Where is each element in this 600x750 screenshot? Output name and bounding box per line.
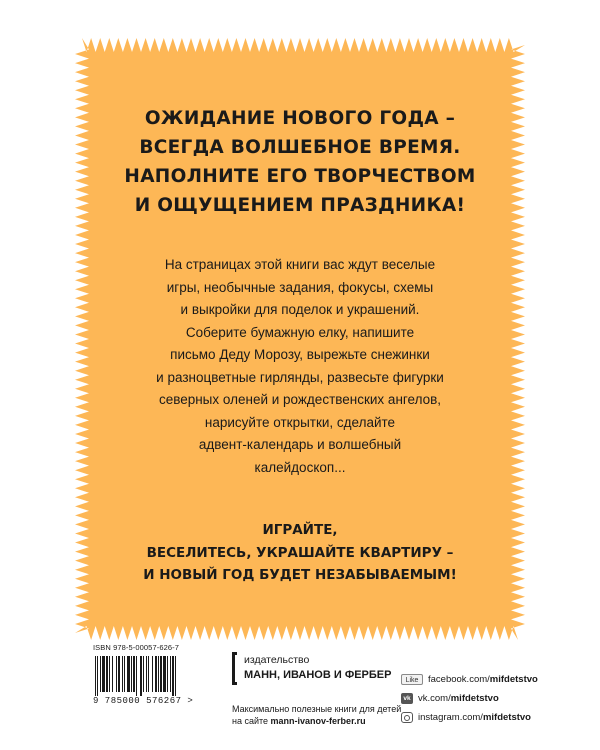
social-link-text[interactable] [418, 711, 531, 724]
barcode-bar [95, 656, 96, 696]
description-line: северных оленей и рождественских ангелов, [158, 392, 442, 407]
social-instagram[interactable] [401, 711, 591, 730]
barcode-bar [172, 656, 174, 696]
barcode-bar [167, 656, 168, 692]
barcode-bar [124, 656, 125, 692]
tagline-line [232, 715, 401, 727]
headline-line: НАПОЛНИТЕ ЕГО ТВОРЧЕСТВОМ [124, 166, 476, 187]
description-line: нарисуйте открытки, сделайте [204, 414, 396, 430]
description-line: письмо Деду Морозу, вырежьте снежинки [170, 347, 430, 362]
barcode-bar [160, 656, 162, 692]
facebook-like-icon: Like [401, 674, 423, 685]
barcode-digits: 9 785000 576267 > [93, 696, 194, 706]
social-links [401, 673, 591, 730]
headline-line: И ОЩУЩЕНИЕМ ПРАЗДНИКА! [134, 195, 466, 216]
social-prefix: vk.com/ [418, 693, 451, 704]
barcode-bar [155, 656, 157, 692]
social-facebook[interactable] [401, 673, 591, 692]
social-link-text[interactable] [418, 692, 499, 705]
barcode-bar [175, 656, 176, 696]
description-line: игры, необычные задания, фокусы, схемы [166, 279, 434, 295]
barcode-bar [118, 656, 120, 692]
barcode-bar [170, 656, 171, 692]
social-prefix: facebook.com/ [428, 674, 490, 685]
headline [100, 104, 500, 220]
description-line: и выкройки для поделок и украшений. [180, 302, 420, 317]
barcode-bar [102, 656, 105, 692]
description [130, 254, 470, 479]
publisher-tagline [232, 703, 401, 727]
barcode-bar [127, 656, 130, 692]
closing-line: ИГРАЙТЕ, [262, 522, 338, 538]
barcode-bar [163, 656, 166, 692]
closing-slogan [110, 519, 490, 587]
isbn-label: ISBN 978-5-00057-626-7 [93, 643, 180, 652]
bracket-mark [232, 652, 237, 685]
publisher-name: МАНН, ИВАНОВ И ФЕРБЕР [244, 669, 392, 681]
social-link-text[interactable] [428, 673, 538, 686]
barcode-bar [109, 656, 110, 692]
barcode-bar [112, 656, 113, 692]
barcode-bar [122, 656, 123, 692]
barcode-bar [148, 656, 149, 692]
barcode-bar [158, 656, 159, 692]
description-line: На страницах этой книги вас ждут веселые [164, 257, 436, 272]
social-vk[interactable] [401, 692, 591, 711]
publisher-label: издательство [244, 654, 310, 666]
social-handle: mifdetstvo [450, 693, 499, 704]
headline-line: ВСЕГДА ВОЛШЕБНОЕ ВРЕМЯ. [139, 137, 461, 158]
barcode-bar [140, 656, 142, 696]
social-handle: mifdetstvo [482, 712, 531, 723]
barcode-bar [146, 656, 147, 692]
barcode-bar [100, 656, 101, 692]
barcode-bar [136, 656, 137, 696]
tagline-line: Максимально полезные книги для детей [232, 704, 402, 714]
headline-line: ОЖИДАНИЕ НОВОГО ГОДА – [144, 108, 456, 129]
barcode-bar [116, 656, 117, 692]
barcode [93, 656, 205, 696]
barcode-bar [143, 656, 144, 692]
tagline-prefix: на сайте [232, 716, 271, 726]
description-line: и разноцветные гирлянды, развесьте фигурки [156, 369, 444, 385]
barcode-bar [131, 656, 132, 692]
isbn-block [93, 643, 213, 706]
barcode-bar [97, 656, 98, 696]
barcode-bar [133, 656, 135, 692]
closing-line: ВЕСЕЛИТЕСЬ, УКРАШАЙТЕ КВАРТИРУ – [146, 544, 454, 561]
instagram-icon [401, 712, 413, 723]
description-line: адвент-календарь и волшебный [198, 437, 402, 452]
barcode-bar [106, 656, 108, 692]
description-line: калейдоскоп... [254, 459, 346, 475]
vk-icon: vk [401, 693, 413, 704]
barcode-bar [152, 656, 153, 692]
social-handle: mifdetstvo [489, 674, 538, 685]
closing-line: И НОВЫЙ ГОД БУДЕТ НЕЗАБЫВАЕМЫМ! [143, 567, 457, 583]
social-prefix: instagram.com/ [418, 712, 483, 723]
website-link[interactable]: mann-ivanov-ferber.ru [270, 716, 366, 726]
description-line: Соберите бумажную елку, напишите [185, 324, 415, 340]
